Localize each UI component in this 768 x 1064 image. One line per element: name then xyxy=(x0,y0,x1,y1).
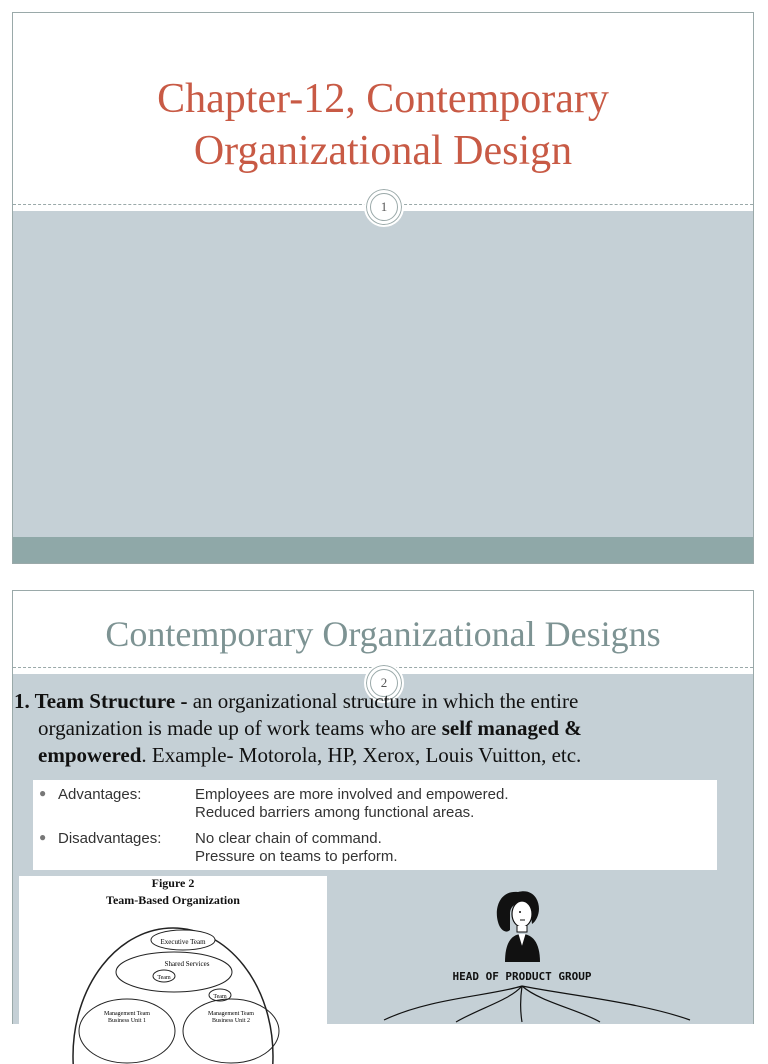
advantages-line-1: Employees are more involved and empowered. xyxy=(195,786,509,803)
advantages-text xyxy=(195,786,509,822)
advantages-line-2: Reduced barriers among functional areas. xyxy=(195,804,475,821)
person-illustration xyxy=(370,884,700,1024)
team-structure-line-2 xyxy=(14,715,759,742)
team-label: Team xyxy=(157,975,171,981)
disadvantages-text xyxy=(195,830,398,866)
mgmt-1-line-2: Business Unit 1 xyxy=(107,1018,147,1024)
team-structure-bold-2: empowered xyxy=(38,743,142,767)
slide-1-title-line-2: Organizational Design xyxy=(193,128,573,174)
disadvantages-line-1: No clear chain of command. xyxy=(195,830,382,847)
team-label-2: Team xyxy=(213,994,227,1000)
slide-1-title-area xyxy=(13,13,753,211)
pros-cons-box xyxy=(33,780,717,870)
mgmt-2-line-1: Management Team xyxy=(208,1011,254,1017)
advantages-label: Advantages: xyxy=(58,786,142,803)
team-structure-lead: 1. Team Structure - xyxy=(14,689,188,713)
mgmt-1-line-1: Management Team xyxy=(104,1011,150,1017)
slide-2-title: Contemporary Organizational Designs xyxy=(105,614,661,654)
figure-label: Figure 2 xyxy=(151,876,195,890)
team-based-org-figure xyxy=(19,876,327,1036)
team-structure-paragraph xyxy=(14,688,759,769)
head-of-product-group-illustration xyxy=(370,884,750,1034)
disadvantages-label: Disadvantages: xyxy=(58,830,162,847)
team-org-diagram xyxy=(19,916,327,1064)
slide-1 xyxy=(12,12,754,564)
executive-team-label: Executive Team xyxy=(160,938,206,946)
bullet-icon: ● xyxy=(39,786,47,800)
slide-1-body xyxy=(13,211,753,537)
team-structure-line-3 xyxy=(14,742,759,769)
mgmt-unit-1-ellipse xyxy=(79,999,175,1063)
figure-title: Team-Based Organization xyxy=(106,893,240,907)
shared-services-ellipse xyxy=(116,952,232,992)
bullet-icon: ● xyxy=(39,830,47,844)
slide-2-number: 2 xyxy=(370,669,398,697)
mgmt-2-line-2: Business Unit 2 xyxy=(211,1018,251,1024)
team-structure-text-1: an organizational structure in which the entire xyxy=(187,689,579,713)
team-structure-text-3: . Example- Motorola, HP, Xerox, Louis Vuitton, etc. xyxy=(141,743,582,767)
slide-1-number-badge xyxy=(364,187,404,227)
mgmt-unit-2-ellipse xyxy=(183,999,279,1063)
slide-1-number: 1 xyxy=(370,193,398,221)
slide-1-title xyxy=(13,73,753,177)
team-structure-text-2: organization is made up of work teams who are xyxy=(38,716,442,740)
shared-services-label: Shared Services xyxy=(164,960,210,968)
cartoon-caption: HEAD OF PRODUCT GROUP xyxy=(452,970,592,983)
team-structure-bold-1: self managed & xyxy=(441,716,582,740)
disadvantages-line-2: Pressure on teams to perform. xyxy=(195,848,398,865)
team-structure-line-1 xyxy=(14,689,578,713)
slide-2-title-area xyxy=(13,591,753,674)
slide-1-footer-band xyxy=(13,537,753,563)
slide-1-title-line-1: Chapter-12, Contemporary xyxy=(157,76,609,122)
